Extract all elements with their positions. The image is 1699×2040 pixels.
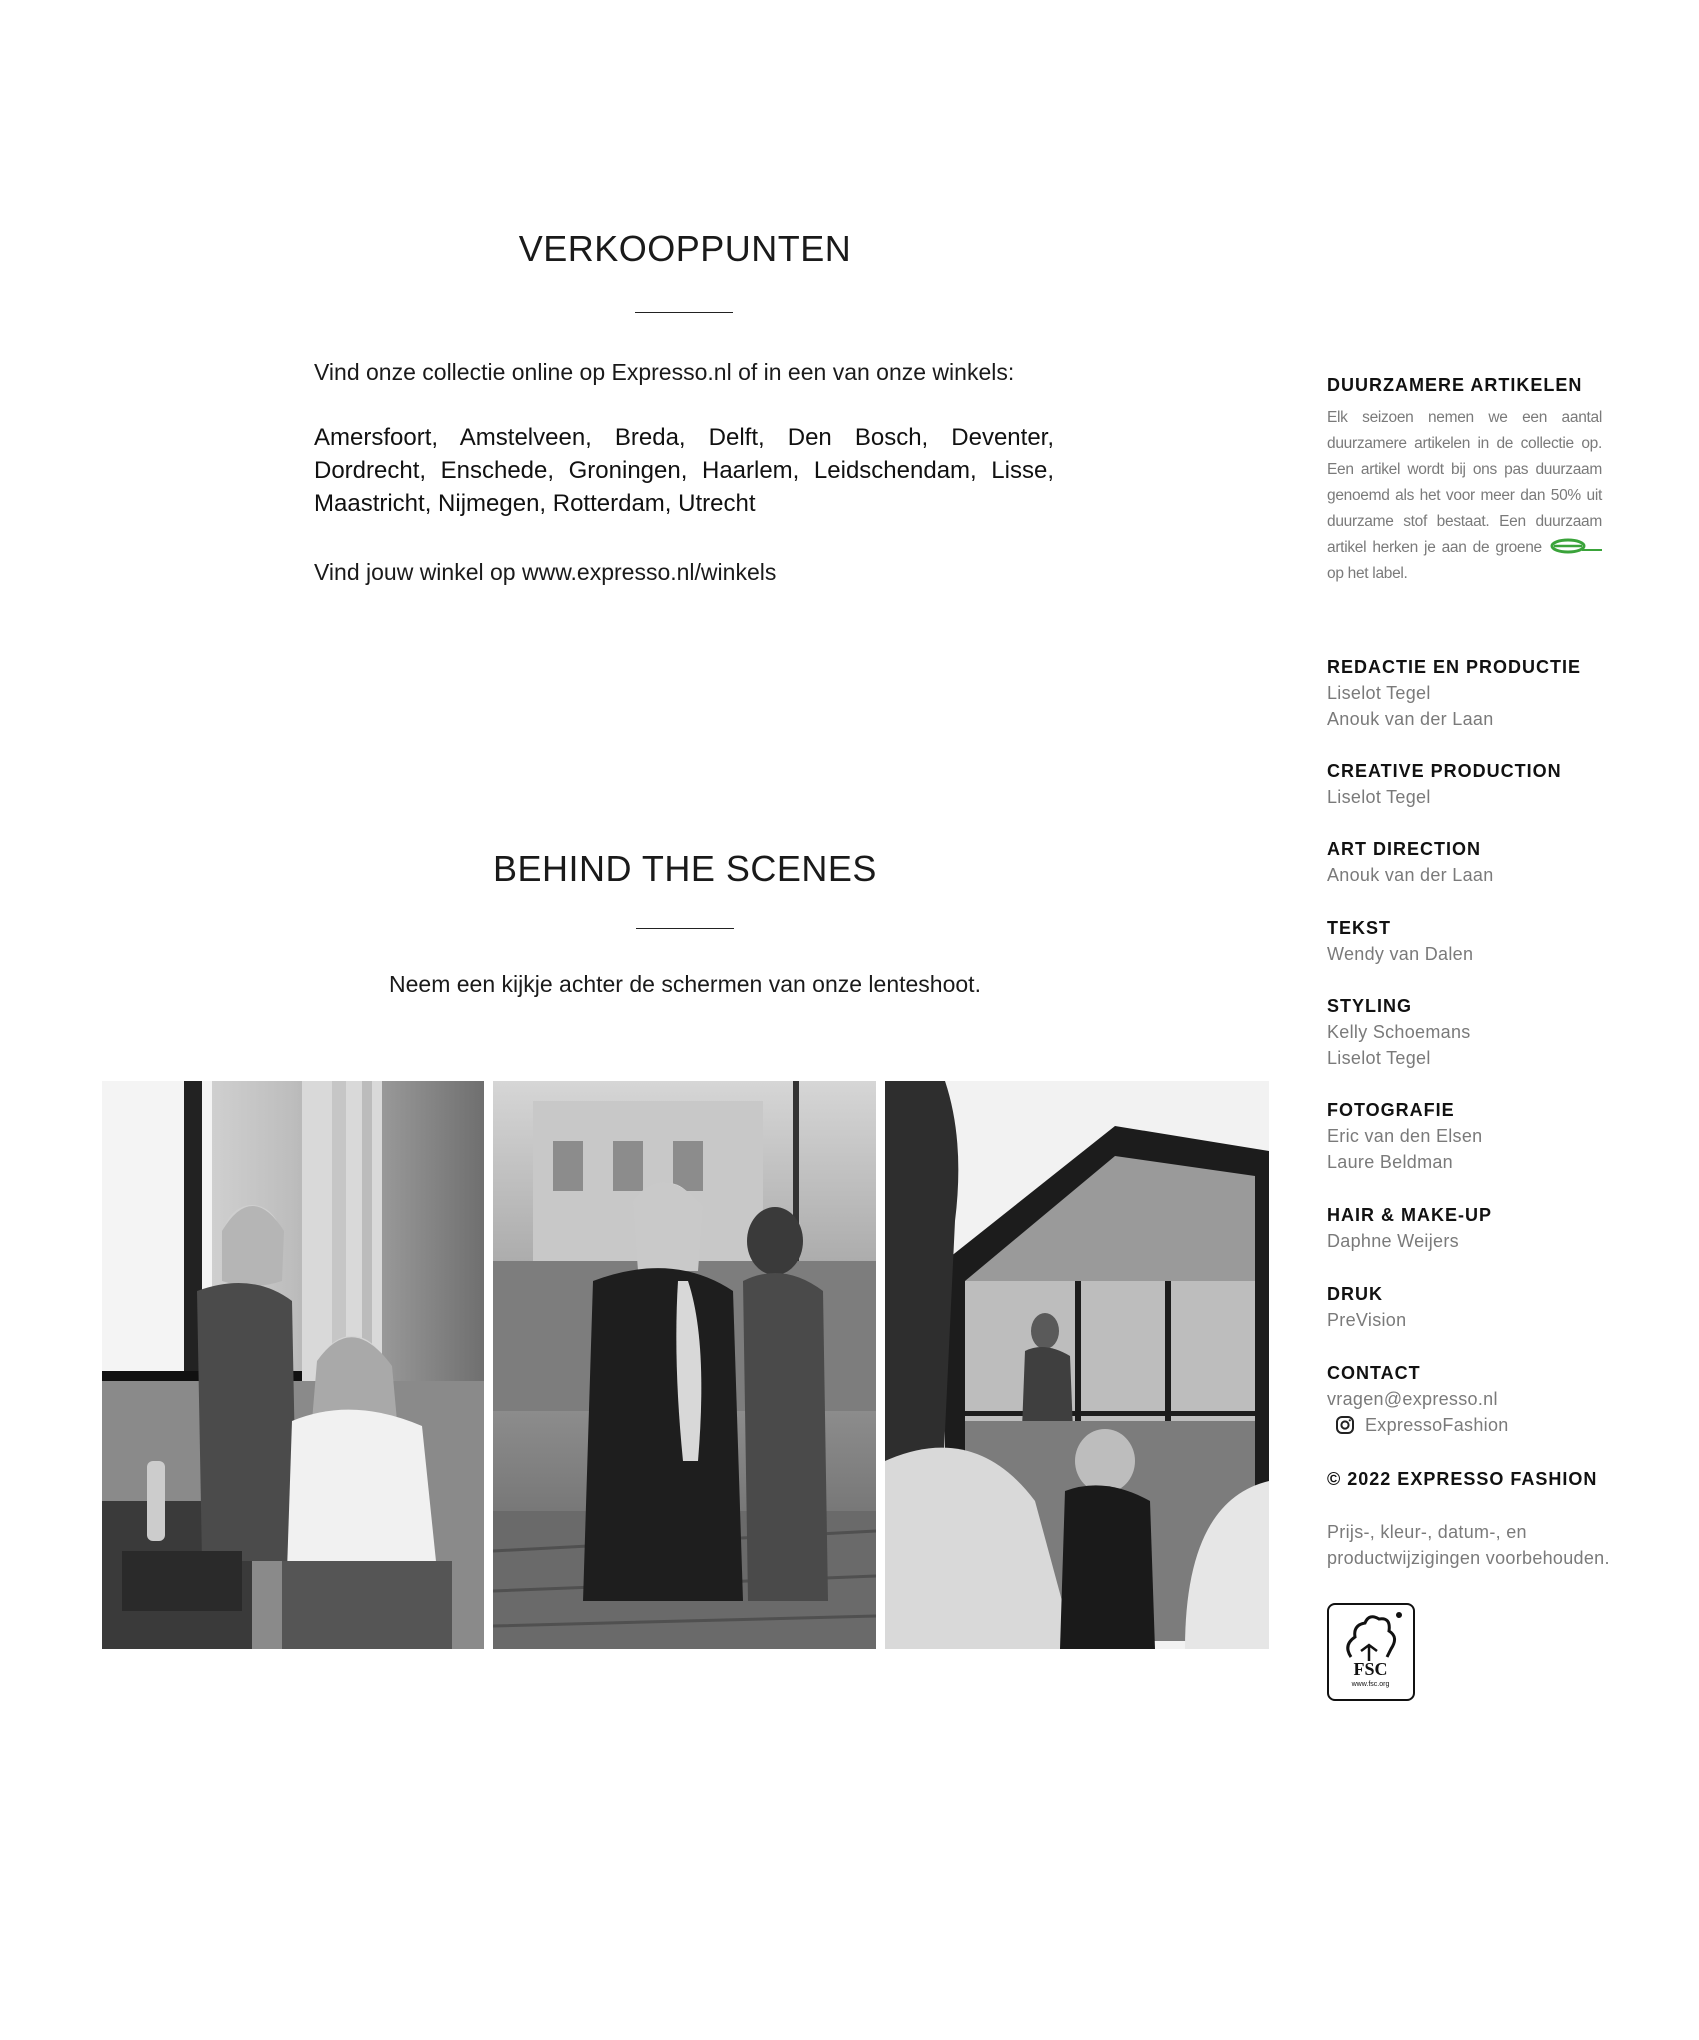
photo-hair-styling-image — [102, 1081, 484, 1649]
behind-the-scenes-title: BEHIND THE SCENES — [493, 848, 877, 889]
credit-heading: CREATIVE PRODUCTION — [1327, 761, 1562, 781]
photo-hair-styling — [102, 1081, 484, 1649]
credit-name: PreVision — [1327, 1310, 1407, 1330]
fsc-url: www.fsc.org — [1351, 1681, 1390, 1688]
credit-creative-production — [1327, 758, 1627, 810]
credit-art-direction — [1327, 836, 1627, 888]
credit-name: Anouk van der Laan — [1327, 865, 1494, 885]
contact-block — [1327, 1360, 1627, 1438]
credit-tekst — [1327, 915, 1627, 967]
fsc-label: FSC — [1353, 1659, 1388, 1679]
sustainable-text-tail: op het label. — [1327, 565, 1408, 582]
credit-heading: FOTOGRAFIE — [1327, 1100, 1455, 1120]
instagram-handle: ExpressoFashion — [1365, 1415, 1509, 1435]
credit-heading: TEKST — [1327, 918, 1392, 938]
credit-fotografie — [1327, 1097, 1627, 1175]
sustainable-text-body: Elk seizoen nemen we een aantal duurzamere artikelen in de collectie op. Een artikel wordt bij ons pas duurzaam genoemd als het voor meer dan 50% uit duurzame stof bestaat. Een duurzaam artikel herken je aan de groene — [1327, 409, 1602, 556]
photo-glass-house-image — [885, 1081, 1269, 1649]
credit-druk — [1327, 1281, 1627, 1333]
credit-name: Liselot Tegel — [1327, 787, 1431, 807]
credit-name: Wendy van Dalen — [1327, 944, 1474, 964]
copyright: © 2022 EXPRESSO FASHION — [1327, 1469, 1598, 1489]
credit-name: Eric van den Elsen — [1327, 1126, 1483, 1146]
credit-heading: HAIR & MAKE-UP — [1327, 1205, 1492, 1225]
credit-name: Daphne Weijers — [1327, 1231, 1459, 1251]
title-divider — [636, 928, 734, 929]
credit-heading: STYLING — [1327, 996, 1413, 1016]
sustainable-heading: DUURZAMERE ARTIKELEN — [1327, 375, 1583, 395]
credit-heading: ART DIRECTION — [1327, 839, 1481, 859]
credit-name: Kelly Schoemans — [1327, 1022, 1471, 1042]
verkooppunten-intro: Vind onze collectie online op Expresso.nl of in een van onze winkels: — [314, 359, 1015, 385]
photo-outdoor-makeup — [493, 1081, 876, 1649]
instagram-link[interactable] — [1327, 1412, 1627, 1438]
disclaimer: Prijs-, kleur-, datum-, en productwijzigingen voorbehouden. — [1327, 1522, 1610, 1568]
credit-name: Liselot Tegel — [1327, 683, 1431, 703]
verkooppunten-title: VERKOOPPUNTEN — [518, 228, 852, 269]
fsc-logo — [1327, 1603, 1415, 1701]
contact-email-link[interactable]: vragen@expresso.nl — [1327, 1389, 1498, 1409]
credit-heading: REDACTIE EN PRODUCTIE — [1327, 657, 1582, 677]
store-cities: Amersfoort, Amstelveen, Breda, Delft, Den Bosch, Deventer, Dordrecht, Enschede, Groningen, Haarlem, Leidschendam, Lisse, Maastricht, Nijmegen, Rotterdam, Utrecht — [314, 424, 1054, 517]
contact-heading: CONTACT — [1327, 1363, 1421, 1383]
sustainable-text — [1327, 405, 1602, 587]
title-divider — [635, 312, 733, 313]
photo-glass-house — [885, 1081, 1269, 1649]
credit-redactie — [1327, 654, 1627, 732]
credit-name: Anouk van der Laan — [1327, 709, 1494, 729]
sustainable-e-logo-icon — [1548, 537, 1602, 555]
photo-outdoor-makeup-image — [493, 1081, 876, 1649]
credit-hair-makeup — [1327, 1202, 1627, 1254]
credit-styling — [1327, 993, 1627, 1071]
credit-heading: DRUK — [1327, 1284, 1383, 1304]
find-store-text: Vind jouw winkel op www.expresso.nl/winkels — [314, 559, 777, 585]
instagram-icon — [1335, 1415, 1355, 1435]
credit-name: Laure Beldman — [1327, 1152, 1453, 1172]
credit-name: Liselot Tegel — [1327, 1048, 1431, 1068]
behind-the-scenes-intro: Neem een kijkje achter de schermen van onze lenteshoot. — [389, 971, 981, 997]
